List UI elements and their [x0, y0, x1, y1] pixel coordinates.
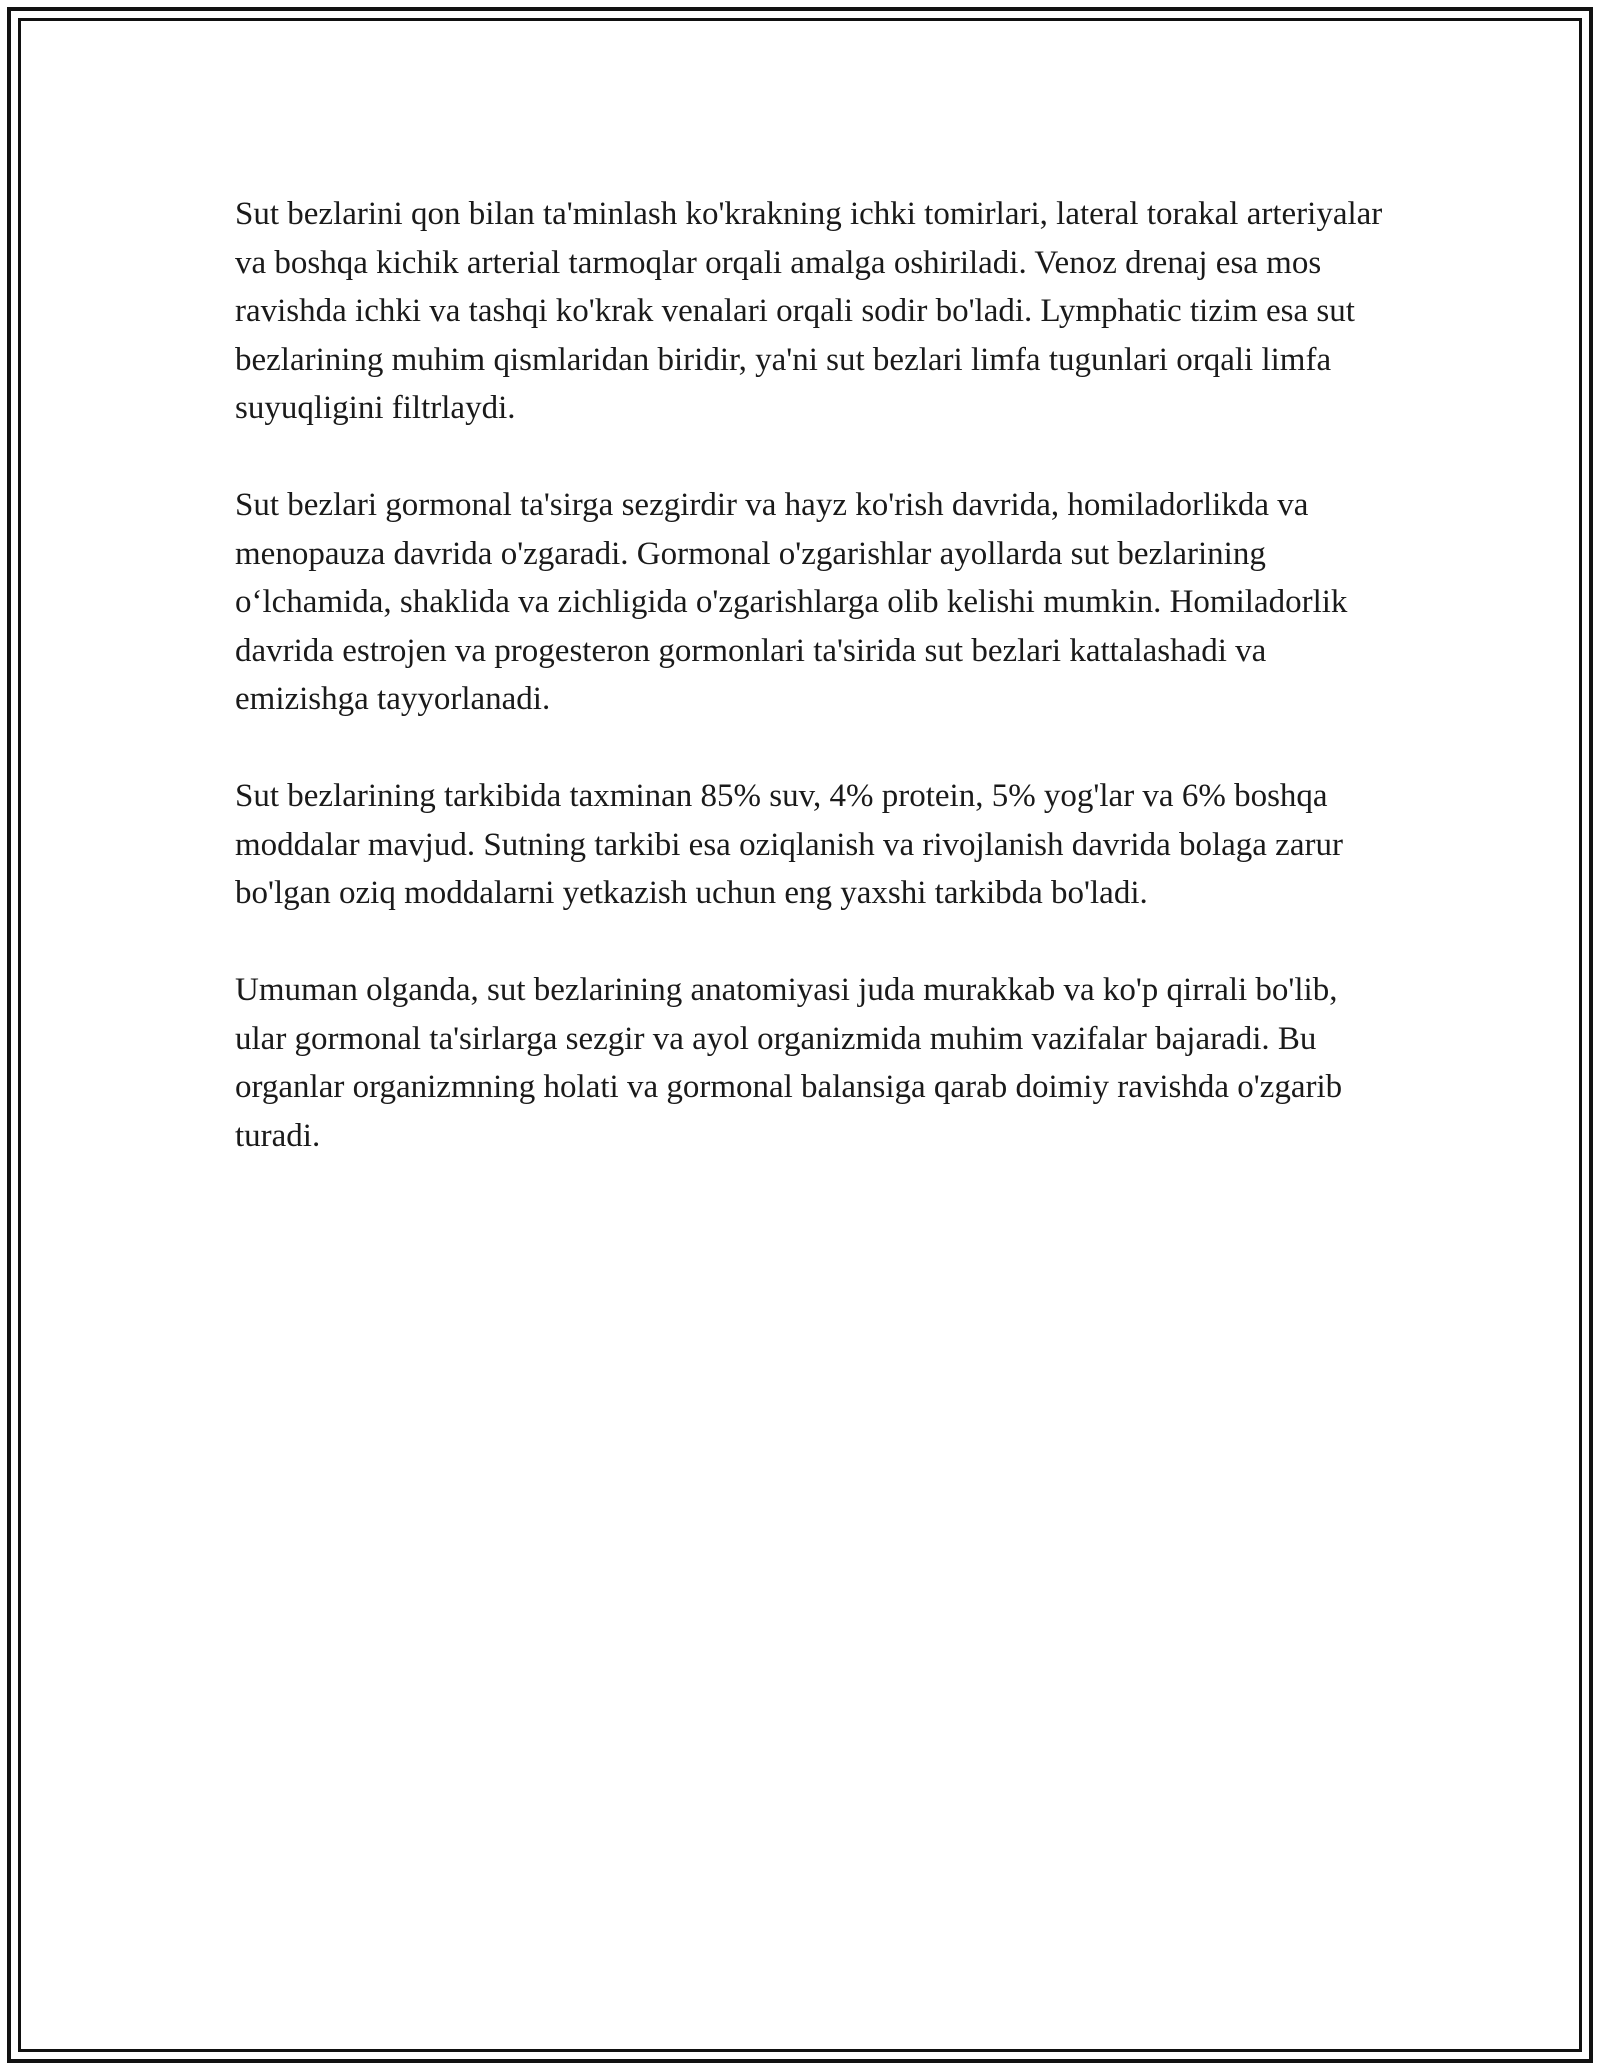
- document-body: [235, 190, 1385, 1209]
- paragraph-hormonal-changes: Sut bezlari gormonal ta'sirga sezgirdir va hayz ko'rish davrida, homiladorlikda va menopauza davrida o'zgaradi. Gormonal o'zgarishlar ayollarda sut bezlarining o‘lchamida, shaklida va zichligida o'zgarishlarga olib kelishi mumkin. Homiladorlik davrida estrojen va progesteron gormonlari ta'sirida sut bezlari kattalashadi va emizishga tayyorlanadi.: [235, 487, 1348, 717]
- paragraph-milk-composition: Sut bezlarining tarkibida taxminan 85% suv, 4% protein, 5% yog'lar va 6% boshqa moddalar mavjud. Sutning tarkibi esa oziqlanish va rivojlanish davrida bolaga zarur bo'lgan oziq moddalarni yetkazish uchun eng yaxshi tarkibda bo'ladi.: [235, 778, 1343, 911]
- paragraph-conclusion: Umuman olganda, sut bezlarining anatomiyasi juda murakkab va ko'p qirrali bo'lib, ular gormonal ta'sirlarga sezgir va ayol organizmida muhim vazifalar bajaradi. Bu organlar organizmning holati va gormonal balansiga qarab doimiy ravishda o'zgarib turadi.: [235, 972, 1343, 1154]
- paragraph-blood-supply: Sut bezlarini qon bilan ta'minlash ko'krakning ichki tomirlari, lateral torakal arteriyalar va boshqa kichik arterial tarmoqlar orqali amalga oshiriladi. Venoz drenaj esa mos ravishda ichki va tashqi ko'krak venalari orqali sodir bo'ladi. Lymphatic tizim esa sut bezlarining muhim qismlaridan biridir, ya'ni sut bezlari limfa tugunlari orqali limfa suyuqligini filtrlaydi.: [235, 196, 1383, 426]
